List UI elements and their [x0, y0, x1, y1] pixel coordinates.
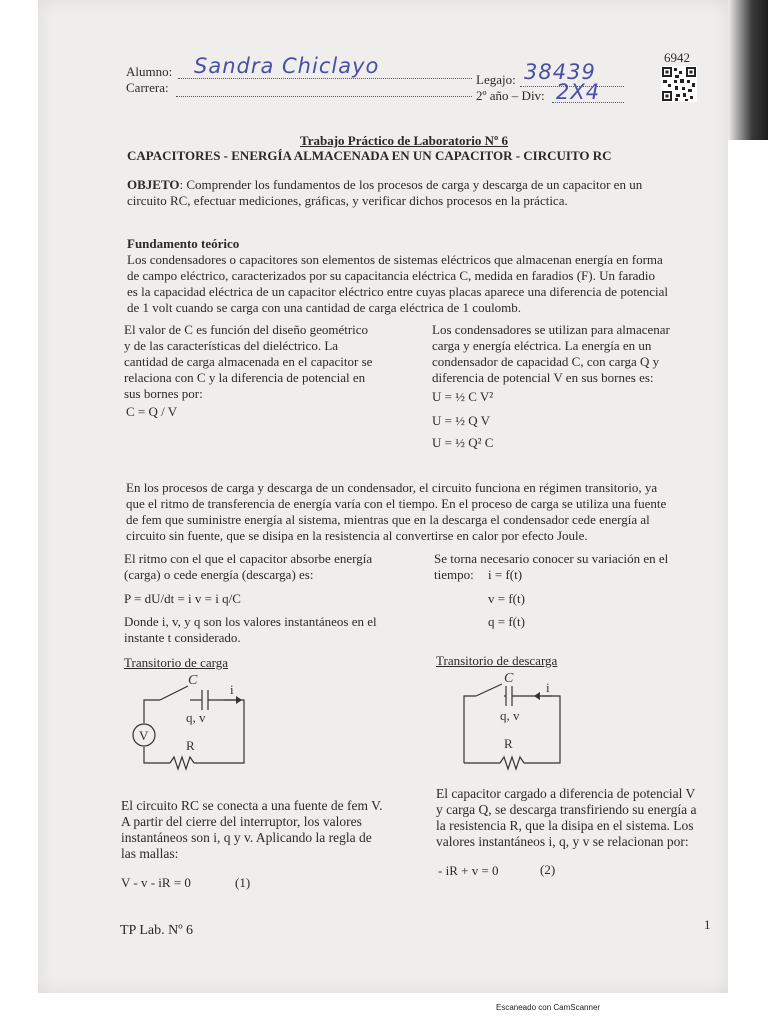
circuit-wire — [144, 747, 170, 763]
circuit-wire — [144, 700, 160, 723]
alumno-label: Alumno: — [126, 64, 173, 79]
text-line: la resistencia R, que la disipa en el sistema. Los — [436, 818, 694, 833]
text-line: Se torna necesario conocer su variación en el — [434, 551, 669, 566]
text-line: circuito sin fuente, que se disipa en la resistencia al convertirse en calor por efecto Joule. — [126, 528, 588, 543]
text-line: diferencia de potencial V en sus bornes es: — [432, 370, 654, 385]
descarga-equation-number: (2) — [540, 862, 556, 877]
current-function: i = f(t) — [488, 567, 523, 582]
voltage-function: v = f(t) — [488, 591, 525, 606]
anio-div-label: 2º año – Div: — [476, 88, 545, 103]
charge-voltage-label: q, v — [500, 708, 520, 723]
energy-equation-1: U = ½ C V² — [432, 389, 494, 404]
text-line: A partir del cierre del interruptor, los valores — [121, 814, 362, 829]
energy-equation-2: U = ½ Q V — [432, 413, 491, 428]
text-line: condensador de capacidad C, con carga Q y — [432, 354, 660, 369]
current-label: i — [230, 682, 234, 697]
transitorio-paragraph — [126, 480, 698, 544]
charge-voltage-label: q, v — [186, 710, 206, 725]
objeto-line-1: : Comprender los fundamentos de los procesos de carga y descarga de un capacitor en un — [179, 177, 643, 192]
switch-lever — [160, 686, 188, 700]
capacitor-label: C — [188, 673, 198, 688]
objeto-label: OBJETO — [127, 177, 180, 192]
text-line: En los procesos de carga y descarga de un condensador, el circuito funciona en régimen transitorio, ya — [126, 480, 658, 495]
fundamento-line: es la capacidad eléctrica de un capacitor eléctrico entre cuyas placas aparece una diferencia de potencial — [127, 284, 668, 299]
objeto-paragraph — [127, 177, 667, 209]
capacitor-label: C — [504, 671, 514, 686]
page-number: 1 — [704, 917, 711, 932]
energy-paragraph — [432, 322, 694, 386]
div-handwritten: 2X4 — [556, 80, 601, 104]
carga-equation: V - v - iR = 0 — [121, 875, 191, 890]
alumno-dotted-line — [178, 78, 472, 79]
text-line: Donde i, v, y q son los valores instantáneos en el — [124, 614, 377, 629]
fundamento-line: de 1 volt cuando se carga con una cantidad de carga eléctrica de 1 coulomb. — [127, 300, 522, 315]
resistor-zigzag — [500, 757, 524, 769]
scan-dark-edge — [728, 0, 768, 140]
capacitance-equation: C = Q / V — [126, 404, 178, 419]
text-line: que el ritmo de transferencia de energía varía con el tiempo. En el proceso de carga se utiliza una fuente — [126, 496, 667, 511]
circuit-wire — [464, 696, 476, 763]
text-line: carga y energía eléctrica. La energía en un — [432, 338, 652, 353]
carrera-dotted-line — [176, 96, 472, 97]
text-line: y carga Q, se descarga transfiriendo su energía a — [436, 802, 697, 817]
resistor-zigzag — [170, 757, 194, 769]
text-line: Los condensadores se utilizan para almacenar — [432, 322, 670, 337]
capacitance-paragraph — [124, 322, 394, 402]
text-line: instantáneos son i, q y v. Aplicando la regla de — [121, 830, 372, 845]
charge-function: q = f(t) — [488, 614, 525, 629]
variation-paragraph — [434, 551, 698, 583]
current-arrow-icon — [534, 692, 540, 700]
fundamento-line: de campo eléctrico, caracterizados por su capacitancia eléctrica C, medida en faradios (F). Un faradio — [127, 268, 656, 283]
legajo-label: Legajo: — [476, 72, 516, 87]
qr-code-icon — [661, 66, 697, 102]
power-paragraph — [124, 551, 404, 583]
instantaneous-paragraph — [124, 614, 404, 646]
scanner-watermark: Escaneado con CamScanner — [496, 1003, 601, 1012]
descarga-paragraph — [436, 786, 708, 850]
resistor-label: R — [504, 736, 513, 751]
text-line: relaciona con C y la diferencia de potencial en — [124, 370, 366, 385]
carga-paragraph — [121, 798, 397, 862]
carga-equation-number: (1) — [235, 875, 251, 890]
voltmeter-label: V — [139, 728, 149, 743]
fundamento-heading: Fundamento teórico — [127, 236, 240, 251]
text-line: El capacitor cargado a diferencia de potencial V — [436, 786, 696, 801]
power-equation: P = dU/dt = i v = i q/C — [124, 591, 241, 606]
descarga-heading: Transitorio de descarga — [436, 653, 558, 668]
carga-heading: Transitorio de carga — [124, 655, 228, 670]
current-arrow-icon — [236, 696, 242, 704]
resistor-label: R — [186, 738, 195, 753]
objeto-line-2: circuito RC, efectuar mediciones, gráficas, y verificar dichos procesos en la práctica. — [127, 193, 568, 208]
document-title: Trabajo Práctico de Laboratorio Nº 6 — [300, 133, 509, 148]
discharging-circuit-diagram — [440, 668, 590, 778]
fundamento-paragraph — [127, 252, 692, 316]
text-line: las mallas: — [121, 846, 179, 861]
descarga-equation: - iR + v = 0 — [438, 863, 499, 878]
text-line: El valor de C es función del diseño geométrico — [124, 322, 369, 337]
fundamento-line: Los condensadores o capacitores son elementos de sistemas eléctricos que almacenan energía en forma — [127, 252, 663, 267]
circuit-wire — [512, 696, 560, 763]
text-line: El circuito RC se conecta a una fuente de fem V. — [121, 798, 383, 813]
text-line: cantidad de carga almacenada en el capacitor se — [124, 354, 373, 369]
charging-circuit-diagram — [124, 668, 274, 778]
text-line: sus bornes por: — [124, 386, 203, 401]
carrera-label: Carrera: — [126, 80, 169, 95]
text-line: (carga) o cede energía (descarga) es: — [124, 567, 314, 582]
text-line: instante t considerado. — [124, 630, 241, 645]
text-line: El ritmo con el que el capacitor absorbe energía — [124, 551, 373, 566]
footer-label: TP Lab. Nº 6 — [120, 923, 194, 938]
energy-equation-3: U = ½ Q² C — [432, 435, 494, 450]
text-line: tiempo: — [434, 567, 474, 582]
document-subtitle: CAPACITORES - ENERGÍA ALMACENADA EN UN CAPACITOR - CIRCUITO RC — [127, 148, 612, 163]
legajo-handwritten: 38439 — [524, 60, 596, 84]
text-line: valores instantáneos i, q, y v se relacionan por: — [436, 834, 689, 849]
text-line: y de las características del dieléctrico. La — [124, 338, 339, 353]
current-label: i — [546, 680, 550, 695]
text-line: de fem que suministre energía al sistema, mientras que en la descarga el condensador cede energía al — [126, 512, 650, 527]
switch-lever — [476, 684, 502, 696]
doc-number: 6942 — [664, 50, 690, 65]
alumno-handwritten: Sandra Chiclayo — [194, 54, 380, 78]
